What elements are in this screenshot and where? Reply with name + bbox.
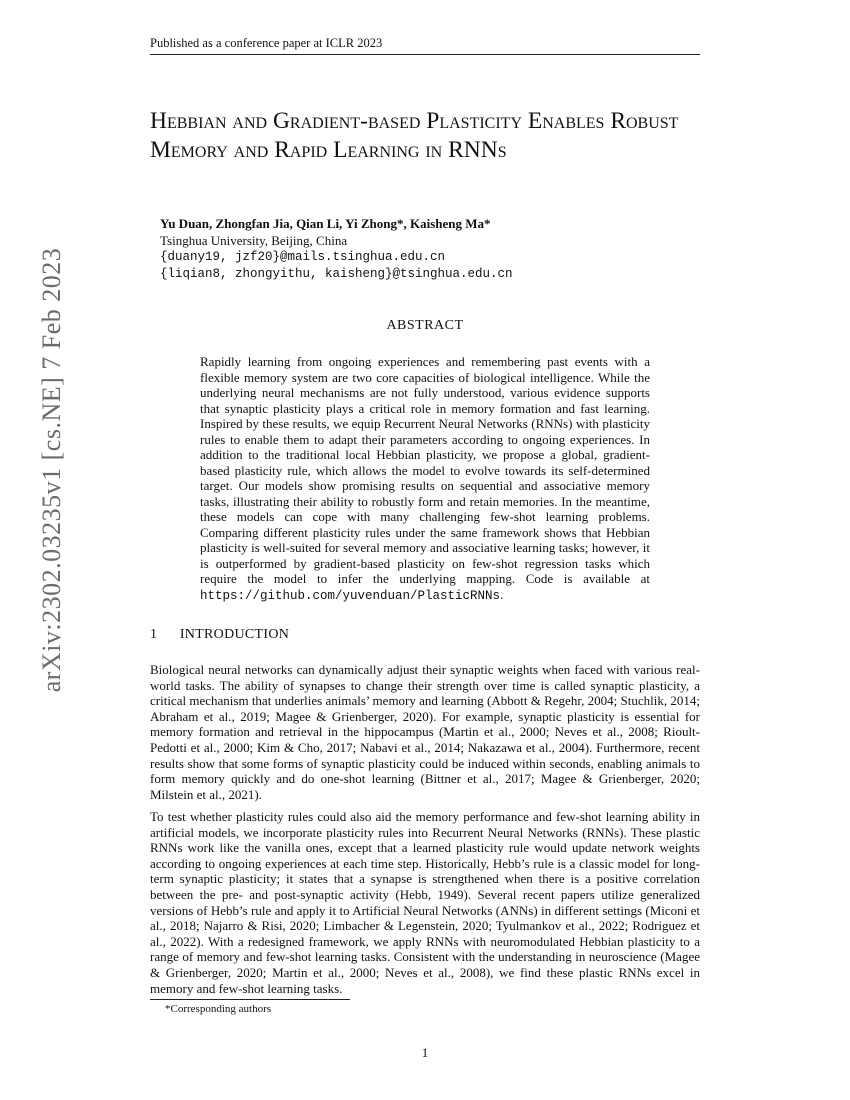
paper-title: Hebbian and Gradient-based Plasticity Enables Robust Memory and Rapid Learning in RNNs	[150, 108, 679, 163]
footnote-rule	[150, 999, 350, 1000]
abstract-heading	[0, 318, 850, 334]
footnote-corresponding-authors: *Corresponding authors	[165, 1003, 272, 1015]
author-block	[160, 216, 513, 282]
abstract-heading-text: ABSTRACT	[386, 318, 464, 333]
header-rule	[150, 54, 700, 55]
author-names: Yu Duan, Zhongfan Jia, Qian Li, Yi Zhong*, Kaisheng Ma*	[160, 216, 491, 231]
abstract-period: .	[500, 586, 504, 602]
conference-header: Published as a conference paper at ICLR 2023	[150, 36, 383, 50]
email-line-2[interactable]: {liqian8, zhongyithu, kaisheng}@tsinghua.edu.cn	[160, 266, 513, 281]
section-heading-introduction	[150, 627, 289, 643]
page-number: 1	[421, 1045, 429, 1060]
intro-paragraph-2: To test whether plasticity rules could also aid the memory performance and few-shot learning ability in artificial models, we incorporate plasticity rules into Recurrent Neural Networks (RNNs). These plastic RNNs work like the vanilla ones, except that a learned plasticity rule would update network weights according to ongoing experiences at each time step. Historically, Hebb’s rule is a classic model for long-term synaptic plasticity; it states that a synapse is strengthened when there is a positive correlation between the pre- and post-synaptic activity (Hebb, 1949). Several recent papers utilize generalized versions of Hebb’s rule and apply it to Artificial Neural Networks (ANNs) in different settings (Miconi et al., 2018; Najarro & Risi, 2020; Limbacher & Legenstein, 2020; Tyulmankov et al., 2022; Rodriguez et al., 2022). With a redesigned framework, we apply RNNs with neuromodulated Hebbian plasticity to a range of memory and few-shot learning tasks. Consistent with the understanding in neuroscience (Magee & Grienberger, 2020; Martin et al., 2000; Neves et al., 2008), we find these plastic RNNs excel in memory and few-shot learning tasks.	[150, 809, 700, 996]
intro-paragraph-1: Biological neural networks can dynamically adjust their synaptic weights when faced with various real-world tasks. The ability of synapses to change their strength over time is called synaptic plasticity, a critical mechanism that underlies animals’ memory and learning (Abbott & Regehr, 2004; Stuchlik, 2014; Abraham et al., 2019; Magee & Grienberger, 2020). For example, synaptic plasticity is essential for memory formation and retrieval in the hippocampus (Martin et al., 2000; Neves et al., 2008; Rioult-Pedotti et al., 2000; Kim & Cho, 2017; Nabavi et al., 2014; Nakazawa et al., 2004). Furthermore, recent results show that some forms of synaptic plasticity could be induced within seconds, enabling animals to form memory quickly and do one-shot learning (Bittner et al., 2017; Magee & Grienberger, 2020; Milstein et al., 2021).	[150, 662, 700, 802]
section-number: 1	[150, 627, 158, 642]
affiliation: Tsinghua University, Beijing, China	[160, 232, 348, 248]
abstract-text: Rapidly learning from ongoing experiences and remembering past events with a flexible memory system are two core capacities of biological intelligence. While the underlying neural mechanisms are not fully understood, various evidence supports that synaptic plasticity plays a critical role in memory formation and fast learning. Inspired by these results, we equip Recurrent Neural Networks (RNNs) with plasticity rules to enable them to adapt their parameters according to ongoing experiences. In addition to the traditional local Hebbian plasticity, we propose a global, gradient-based plasticity rule, which allows the model to evolve towards its self-determined target. Our models show promising results on sequential and associative memory tasks, illustrating their ability to robustly form and retain memories. In the meantime, these models can cope with many challenging few-shot learning problems. Comparing different plasticity rules under the same framework shows that Hebbian plasticity is well-suited for several memory and associative learning tasks; however, it is outperformed by gradient-based plasticity on few-shot regression tasks which require the model to infer the underlying mapping. Code is available at	[200, 354, 650, 586]
code-link[interactable]: https://github.com/yuvenduan/PlasticRNNs	[200, 588, 501, 603]
abstract-body	[200, 354, 650, 604]
email-line-1[interactable]: {duany19, jzf20}@mails.tsinghua.edu.cn	[160, 250, 446, 264]
arxiv-stamp[interactable]: arXiv:2302.03235v1 [cs.NE] 7 Feb 2023	[37, 247, 66, 693]
section-title: INTRODUCTION	[179, 627, 290, 642]
